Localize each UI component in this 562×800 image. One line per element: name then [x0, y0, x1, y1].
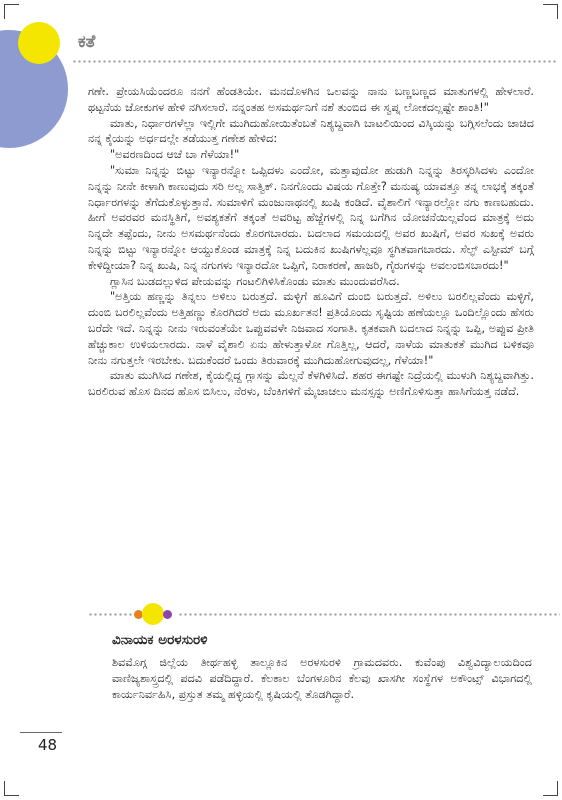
- story-paragraph: "ಅವರಣದಿಂದ ಆಚೆ ಬಾ ಗೆಳೆಯಾ!": [110, 148, 240, 162]
- separator-yellow-dot: [142, 603, 164, 625]
- story-paragraph: "ಅತ್ತಿಯ ಹಣ್ಣನ್ನು ತಿನ್ನಲು ಅಳಿಲು ಬರುತ್ತದೆ. ಮಳ್ಳಿಗೆ ಹೂವಿಗೆ ದುಂಬಿ ಬರುತ್ತದೆ. ಅಳಿಲು ಬರಲಿಲ್ಲವೆಂದು ಮಳ್ಳಿಗೆ, ದುಂಬಿ ಬರಲಿಲ್ಲವೆಂದು ಅತ್ತಿಹಣ್ಣು ಕೊರಗಿದರೆ ಅದು ಮೂರ್ಖತನ! ಪ್ರತಿಯೊಂದು ಸೃಷ್ಟಿಯ ಹಣೆಯಲ್ಲೂ ಒಂದಿಲ್ಲೊಂದು ಹೆಸರು ಬರೆದೇ ಇದೆ. ನಿನ್ನನ್ನು ನೀನು ಇರುವಂತೆಯೇ ಒಪ್ಪುವವಳೇ ನಿಜವಾದ ಸಂಗಾತಿ. ಕೃತಕವಾಗಿ ಬದಲಾದ ನಿನ್ನನ್ನು ಒಪ್ಪಿ, ಅಪ್ಪುವ ಪ್ರೀತಿ ಹೆಚ್ಚುಕಾಲ ಉಳಿಯಲಾರದು. ನಾಳೆ ವೈಶಾಲಿ ಏನು ಹೇಳುತ್ತಾಳೋ ಗೊತ್ತಿಲ್ಲ, ಆದರೆ, ನಾಳೆಯ ಮಾತುಕತೆ ಮುಗಿದ ಬಳಿಕವೂ ನೀನು ನಗುತ್ತಲೇ ಇರಬೇಕು. ಬದುಕೆಂದರೆ ಒಂದು ತಿರುವಾರಕ್ಕೆ ಮುಗಿದುಹೋಗುವುದಲ್ಲ, ಗೆಳೆಯಾ!": [88, 290, 534, 367]
- page-number: 48: [38, 736, 58, 754]
- separator-dotted-rule-right: [178, 613, 560, 616]
- header-dotted-rule: [72, 60, 558, 63]
- separator-purple-dot: [163, 610, 172, 619]
- separator-dotted-rule-left: [88, 613, 140, 616]
- crop-mark-bottom-left: [4, 781, 19, 796]
- page-number-rule: [20, 732, 62, 733]
- section-title: ಕತೆ: [78, 32, 96, 52]
- story-paragraph: ಗಣೇ. ಪ್ರೇಯಸಿಯೆಂದರೂ ನನಗೆ ಹೆಂಡತಿಯೇ. ಮನದೊಳಗಿನ ಒಲವನ್ನು ನಾನು ಬಣ್ಣಬಣ್ಣದ ಮಾತುಗಳಲ್ಲಿ ಹೇಳಲಾರೆ. ಥಟ್ಟನೆಯ ಜೋಕುಗಳ ಹೇಳಿ ನಗಿಸಲಾರೆ. ನನ್ನಂತಹ ಅಸಮರ್ಥನಿಗೆ ನಶೆ ತುಂಬಿದ ಈ ಸ್ವಪ್ನ ಲೋಕದಲ್ಲಷ್ಟೇ ಶಾಂತಿ!": [88, 85, 534, 114]
- crop-mark-bottom-right: [543, 781, 558, 796]
- author-name: ವಿನಾಯಕ ಅರಳಸುರಳಿ: [112, 632, 208, 648]
- story-body: [88, 84, 534, 400]
- decorative-yellow-circle: [18, 22, 60, 64]
- story-paragraph: ಮಾತು, ನಿರ್ಧಾರಗಳೆಲ್ಲಾ ಇಲ್ಲಿಗೇ ಮುಗಿದುಹೋಯಿತೆಂಬತೆ ನಿಶ್ಯಬ್ದವಾಗಿ ಬಾಟಲಿಯಿಂದ ವಿಸ್ಕಿಯನ್ನು ಬಗ್ಗಿಸಲೆಂದು ಚಾಚಿದ ನನ್ನ ಕೈಯನ್ನು ಅರ್ಧದಲ್ಲೇ ತಡೆಯುತ್ತ ಗಣೇಶ ಹೇಳಿದ:: [88, 116, 534, 146]
- story-paragraph: ಗ್ಲಾಸಿನ ಬುಡದಲ್ಲುಳಿದ ಪೇಯವನ್ನು ಗಂಟಲಿಗಿಳಿಸಿಕೊಂಡು ಮಾತು ಮುಂದುವರೆಸಿದ.: [110, 274, 400, 288]
- crop-mark-top-left: [4, 4, 19, 19]
- story-paragraph: ಮಾತು ಮುಗಿಸಿದ ಗಣೇಶ, ಕೈಯಲ್ಲಿದ್ದ ಗ್ಲಾಸನ್ನು ಮೆಲ್ಲನೆ ಕೆಳಗಿಳಿಸಿದೆ. ಶಹರ ಈಗಷ್ಟೇ ನಿದ್ರೆಯಲ್ಲಿ ಮುಳುಗಿ ನಿಶ್ಯಬ್ದವಾಗಿತ್ತು. ಬರಲಿರುವ ಹೊಸ ದಿನದ ಹೊಸ ಬಿಸಿಲು, ನೆರಳು, ಬೆಂಕಿಗಳಿಗೆ ಮೈಚಾಚಲು ಮನಸ್ಸನ್ನು ಅಣಿಗೊಳಿಸುತ್ತಾ ಹಾಸಿಗೆಯತ್ತ ನಡೆದೆ.: [88, 369, 534, 399]
- crop-mark-top-right: [543, 4, 558, 19]
- author-bio: ಶಿವಮೊಗ್ಗ ಜಿಲ್ಲೆಯ ತೀರ್ಥಹಳ್ಳಿ ತಾಲ್ಲೂಕಿನ ಅರಳಸುರಳಿ ಗ್ರಾಮದವರು. ಕುವೆಂಪು ವಿಶ್ವವಿದ್ಯಾಲಯದಿಂದ ವಾಣಿಜ್ಯಶಾಸ್ತ್ರದಲ್ಲಿ ಪದವಿ ಪಡೆದಿದ್ದಾರೆ. ಕೆಲಕಾಲ ಬೆಂಗಳೂರಿನ ಕೆಲವು ಖಾಸಗೀ ಸಂಸ್ಥೆಗಳ ಅಕೌಂಟ್ಸ್ ವಿಭಾಗದಲ್ಲಿ ಕಾರ್ಯನಿರ್ವಹಿಸಿ, ಪ್ರಸ್ತುತ ತಮ್ಮ ಹಳ್ಳಿಯಲ್ಲಿ ಕೃಷಿಯಲ್ಲಿ ತೊಡಗಿದ್ದಾರೆ.: [112, 656, 532, 701]
- story-paragraph: "ಸುಮಾ ನಿನ್ನನ್ನು ಬಿಟ್ಟು ಇನ್ಯಾರನ್ನೋ ಒಪ್ಪಿದಳು ಎಂದೋ, ಮತ್ತಾವುದೋ ಹುಡುಗಿ ನಿನ್ನನ್ನು ತಿರಸ್ಕರಿಸಿದಳು ಎಂದೋ ನಿನ್ನನ್ನು ನೀನೇ ಕೀಳಾಗಿ ಕಾಣುವುದು ಸರಿ ಅಲ್ಲ ಸಾತ್ವಿಕ್. ನಿನಗೊಂದು ವಿಷಯ ಗೊತ್ತೇ? ಮನುಷ್ಯ ಯಾವತ್ತೂ ತನ್ನ ಲಾಭಕ್ಕೆ ತಕ್ಕಂತೆ ನಿರ್ಧಾರಗಳನ್ನು ತೆಗೆದುಕೊಳ್ಳುತ್ತಾನೆ. ಸುಮಾಳಿಗೆ ಮಂಜುನಾಥನಲ್ಲಿ ಖುಷಿ ಕಂಡಿದೆ. ವೈಶಾಲಿಗೆ ಇನ್ಯಾರಲ್ಲೋ ನಗು ಕಾಣಬಹುದು. ಹೀಗೆ ಅವರವರ ಮನಸ್ಥಿತಿಗೆ, ಅವಶ್ಯಕತೆಗೆ ತಕ್ಕಂತೆ ಅವರಿಟ್ಟ ಹೆಜ್ಜೆಗಳಲ್ಲಿ ನಿನ್ನ ಬಗೆಗಿನ ಯೋಚನೆಯಿಲ್ಲವೆಂದ ಮಾತ್ರಕ್ಕೆ ಅದು ನಿನ್ನದೇ ತಪ್ಪೆಂದು, ನೀನು ಅಸಮರ್ಥನೆಂದು ಕೊರಗಬಾರದು. ಬದಲಾದ ಸಮಯದಲ್ಲಿ ಅವರ ಖುಷಿಗೆ, ಅವರ ಸುಖಕ್ಕೆ ಅವರು ನಿನ್ನನ್ನು ಬಿಟ್ಟು ಇನ್ಯಾರನ್ನೋ ಆಯ್ದುಕೊಂಡ ಮಾತ್ರಕ್ಕೆ ನಿನ್ನ ಬದುಕಿನ ಖುಷಿಗಳೆಲ್ಲವೂ ಸ್ಥಗಿತವಾಗಬಾರದು. ಸೆಲ್ಫ್ ಎಸ್ಟೀಮ್ ಬಗ್ಗೆ ಕೇಳಿದ್ದೀಯಾ? ನಿನ್ನ ಖುಷಿ, ನಿನ್ನ ನಗುಗಳು ಇನ್ಯಾರದೋ ಒಪ್ಪಿಗೆ, ನಿರಾಕರಣೆ, ಹಾಜರಿ, ಗೈರುಗಳನ್ನು ಅವಲಂಬಿಸಬಾರದು!": [88, 163, 534, 272]
